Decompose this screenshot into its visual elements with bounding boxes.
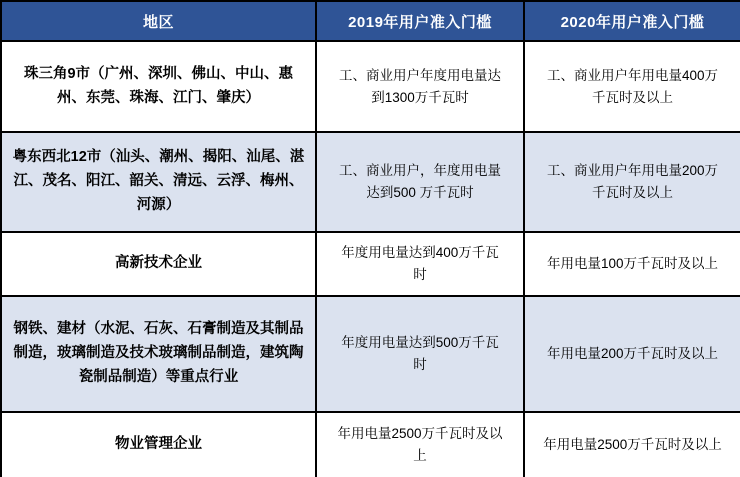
threshold-2020-cell: 工、商业用户年用电量400万千瓦时及以上 [524,41,740,132]
threshold-2020-cell: 年用电量100万千瓦时及以上 [524,232,740,296]
column-header-2019-threshold: 2019年用户准入门槛 [316,1,524,41]
table-row [1,296,740,412]
threshold-2019-cell: 年度用电量达到500万千瓦时 [316,296,524,412]
table-row [1,41,740,132]
region-cell: 物业管理企业 [1,412,316,477]
table-row [1,232,740,296]
threshold-2020-cell: 年用电量2500万千瓦时及以上 [524,412,740,477]
threshold-2019-cell: 工、商业用户年度用电量达到1300万千瓦时 [316,41,524,132]
region-cell: 高新技术企业 [1,232,316,296]
region-cell: 粤东西北12市（汕头、潮州、揭阳、汕尾、湛江、茂名、阳江、韶关、清远、云浮、梅州、河源） [1,132,316,232]
threshold-2020-cell: 年用电量200万千瓦时及以上 [524,296,740,412]
region-cell: 珠三角9市（广州、深圳、佛山、中山、惠州、东莞、珠海、江门、肇庆） [1,41,316,132]
threshold-2019-cell: 年用电量2500万千瓦时及以上 [316,412,524,477]
table-row [1,132,740,232]
table-header-row [1,1,740,41]
threshold-2019-cell: 年度用电量达到400万千瓦时 [316,232,524,296]
threshold-2019-cell: 工、商业用户，年度用电量达到500 万千瓦时 [316,132,524,232]
column-header-2020-threshold: 2020年用户准入门槛 [524,1,740,41]
table-row [1,412,740,477]
region-cell: 钢铁、建材（水泥、石灰、石膏制造及其制品制造，玻璃制造及技术玻璃制品制造，建筑陶瓷制品制造）等重点行业 [1,296,316,412]
threshold-2020-cell: 工、商业用户年用电量200万千瓦时及以上 [524,132,740,232]
column-header-region: 地区 [1,1,316,41]
